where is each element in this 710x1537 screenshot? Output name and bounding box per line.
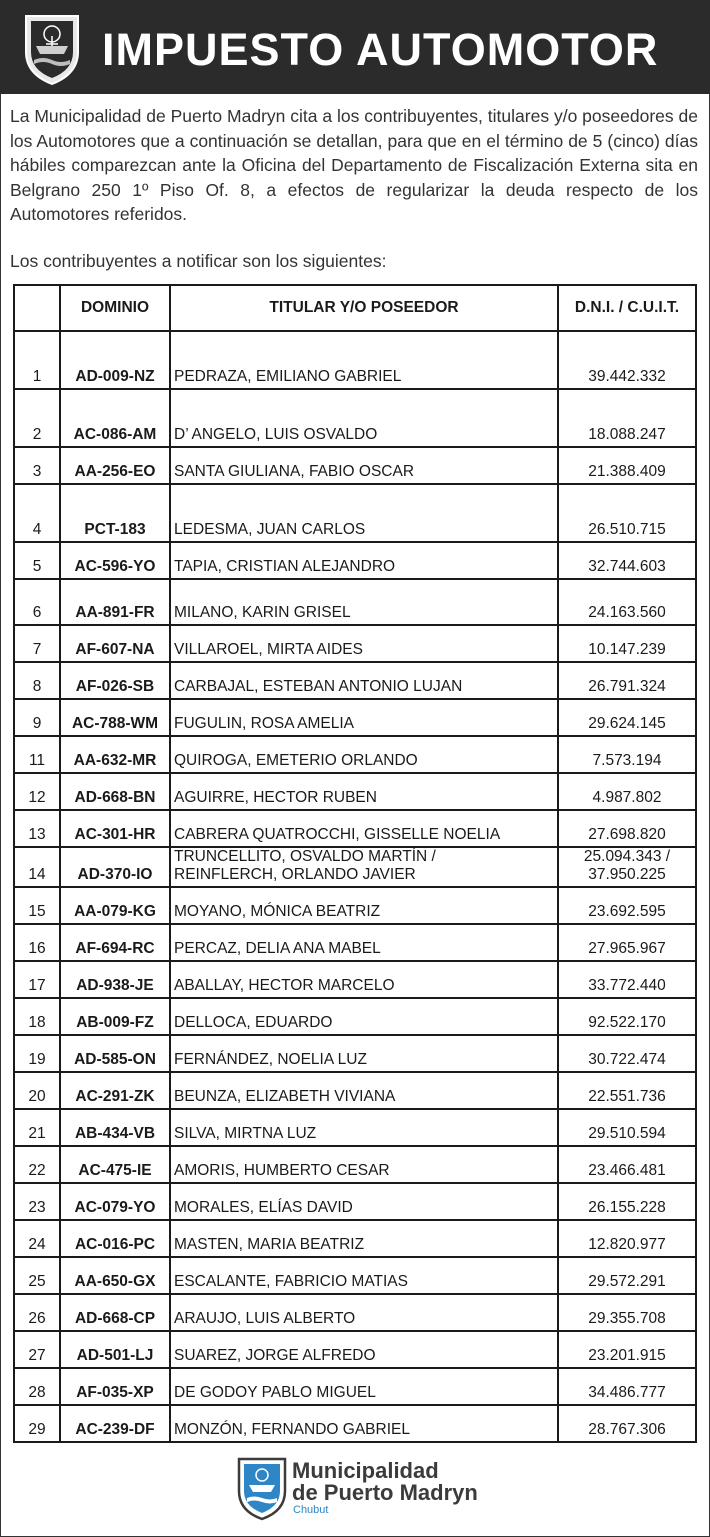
column-header-dni: D.N.I. / C.U.I.T. [558,285,696,331]
table-row [14,1294,696,1331]
intro-text [10,104,698,227]
lead-text: Los contribuyentes a notificar son los siguientes: [10,251,387,271]
row-titular: SUAREZ, JORGE ALFREDO [170,1331,558,1368]
row-dni: 29.572.291 [558,1257,696,1294]
row-dominio: AB-434-VB [60,1109,170,1146]
row-titular: QUIROGA, EMETERIO ORLANDO [170,736,558,773]
row-number: 5 [14,542,60,579]
row-dominio: PCT-183 [60,484,170,542]
row-titular-line-1: TRUNCELLITO, OSVALDO MARTÍN / [174,848,436,865]
header-bar [0,0,710,94]
row-number: 17 [14,961,60,998]
row-number: 29 [14,1405,60,1442]
table-row [14,961,696,998]
row-dominio: AD-009-NZ [60,331,170,389]
row-dominio: AC-475-IE [60,1146,170,1183]
row-titular: AMORIS, HUMBERTO CESAR [170,1146,558,1183]
row-dominio: AD-370-IO [60,847,170,887]
row-number: 1 [14,331,60,389]
row-number: 9 [14,699,60,736]
row-dni: 12.820.977 [558,1220,696,1257]
row-titular: FERNÁNDEZ, NOELIA LUZ [170,1035,558,1072]
municipal-crest-icon [236,1455,288,1521]
row-dominio: AF-607-NA [60,625,170,662]
row-titular: DELLOCA, EDUARDO [170,998,558,1035]
row-number: 11 [14,736,60,773]
row-dominio: AC-016-PC [60,1220,170,1257]
table-row [14,1220,696,1257]
row-dni: 23.692.595 [558,887,696,924]
row-titular: MOYANO, MÓNICA BEATRIZ [170,887,558,924]
table-row [14,699,696,736]
row-titular: ESCALANTE, FABRICIO MATIAS [170,1257,558,1294]
row-titular [170,847,558,887]
row-dominio: AB-009-FZ [60,998,170,1035]
row-dni: 30.722.474 [558,1035,696,1072]
row-titular: MONZÓN, FERNANDO GABRIEL [170,1405,558,1442]
intro-paragraph: La Municipalidad de Puerto Madryn cita a los contribuyentes, titulares y/o poseedores de los Automotores que a continuación se detallan, para que en el término de 5 (cinco) días hábiles comparezcan ante la Oficina del Departamento de Fiscalización Externa sita en Belgrano 250 1º Piso Of. 8, a efectos de regularizar la deuda respecto de los Automotores referidos. [10,106,698,224]
row-titular-line-2: REINFLERCH, ORLANDO JAVIER [174,866,416,883]
row-dni [558,847,696,887]
row-dominio: AD-585-ON [60,1035,170,1072]
row-dni-line-1: 25.094.343 / [583,848,671,865]
table-row [14,810,696,847]
table-row [14,1368,696,1405]
row-titular: BEUNZA, ELIZABETH VIVIANA [170,1072,558,1109]
footer-line-2: de Puerto Madryn [292,1480,478,1505]
table-row [14,542,696,579]
row-dni: 10.147.239 [558,625,696,662]
row-titular: CARBAJAL, ESTEBAN ANTONIO LUJAN [170,662,558,699]
row-number: 8 [14,662,60,699]
table-row [14,331,696,389]
row-dni: 18.088.247 [558,389,696,447]
row-titular: MASTEN, MARIA BEATRIZ [170,1220,558,1257]
row-dni-line-2: 37.950.225 [588,866,666,883]
table-row [14,625,696,662]
row-titular: AGUIRRE, HECTOR RUBEN [170,773,558,810]
table-row [14,1072,696,1109]
row-number: 19 [14,1035,60,1072]
row-titular: CABRERA QUATROCCHI, GISSELLE NOELIA [170,810,558,847]
table-row [14,1183,696,1220]
row-dni: 26.510.715 [558,484,696,542]
row-dominio: AC-086-AM [60,389,170,447]
row-dni: 22.551.736 [558,1072,696,1109]
row-dni: 29.355.708 [558,1294,696,1331]
table-row [14,998,696,1035]
row-titular: D’ ANGELO, LUIS OSVALDO [170,389,558,447]
row-number: 25 [14,1257,60,1294]
table-row [14,924,696,961]
row-number: 24 [14,1220,60,1257]
table-row [14,1109,696,1146]
table-row [14,1257,696,1294]
row-dni: 24.163.560 [558,579,696,625]
table-row [14,389,696,447]
row-dominio: AD-668-BN [60,773,170,810]
row-dominio: AC-291-ZK [60,1072,170,1109]
row-dominio: AA-256-EO [60,447,170,484]
row-dni: 4.987.802 [558,773,696,810]
row-number: 12 [14,773,60,810]
table-row [14,447,696,484]
table-row [14,887,696,924]
table-row [14,1405,696,1442]
row-dominio: AC-788-WM [60,699,170,736]
row-dni: 92.522.170 [558,998,696,1035]
row-number: 21 [14,1109,60,1146]
row-number: 28 [14,1368,60,1405]
row-titular: PERCAZ, DELIA ANA MABEL [170,924,558,961]
footer-line-3: Chubut [293,1504,329,1516]
row-titular: SANTA GIULIANA, FABIO OSCAR [170,447,558,484]
row-dni: 32.744.603 [558,542,696,579]
row-dominio: AF-026-SB [60,662,170,699]
row-dni: 39.442.332 [558,331,696,389]
row-titular: ABALLAY, HECTOR MARCELO [170,961,558,998]
row-dni: 26.155.228 [558,1183,696,1220]
row-dni: 7.573.194 [558,736,696,773]
row-titular: TAPIA, CRISTIAN ALEJANDRO [170,542,558,579]
column-header-titular: TITULAR Y/O POSEEDOR [170,285,558,331]
row-number: 3 [14,447,60,484]
row-titular: MILANO, KARIN GRISEL [170,579,558,625]
row-dominio: AD-501-LJ [60,1331,170,1368]
row-dni: 23.201.915 [558,1331,696,1368]
row-dominio: AA-891-FR [60,579,170,625]
row-dni: 27.965.967 [558,924,696,961]
table-row [14,484,696,542]
taxpayer-table [13,284,697,1443]
row-dominio: AF-694-RC [60,924,170,961]
table-row [14,1146,696,1183]
row-number: 20 [14,1072,60,1109]
table-row [14,773,696,810]
row-number: 18 [14,998,60,1035]
row-dni: 28.767.306 [558,1405,696,1442]
row-number: 22 [14,1146,60,1183]
row-dominio: AA-632-MR [60,736,170,773]
row-dni: 33.772.440 [558,961,696,998]
row-dominio: AD-668-CP [60,1294,170,1331]
row-titular: MORALES, ELÍAS DAVID [170,1183,558,1220]
row-number: 4 [14,484,60,542]
table-row [14,662,696,699]
row-number: 26 [14,1294,60,1331]
row-dni: 27.698.820 [558,810,696,847]
row-titular: FUGULIN, ROSA AMELIA [170,699,558,736]
row-titular: VILLAROEL, MIRTA AIDES [170,625,558,662]
row-dni: 29.624.145 [558,699,696,736]
row-number: 15 [14,887,60,924]
row-dni: 34.486.777 [558,1368,696,1405]
row-titular: LEDESMA, JUAN CARLOS [170,484,558,542]
row-number: 6 [14,579,60,625]
row-dni: 29.510.594 [558,1109,696,1146]
row-titular: SILVA, MIRTNA LUZ [170,1109,558,1146]
row-number: 13 [14,810,60,847]
row-titular: DE GODOY PABLO MIGUEL [170,1368,558,1405]
row-dominio: AD-938-JE [60,961,170,998]
footer-logo [236,1455,496,1523]
row-number: 27 [14,1331,60,1368]
row-dominio: AA-079-KG [60,887,170,924]
table-header-row [14,285,696,331]
table-row [14,847,696,887]
page-title: IMPUESTO AUTOMOTOR [102,24,659,75]
row-dominio: AC-301-HR [60,810,170,847]
row-number: 2 [14,389,60,447]
row-dominio: AA-650-GX [60,1257,170,1294]
municipal-crest-icon [22,10,82,86]
row-dominio: AC-596-YO [60,542,170,579]
row-dni: 21.388.409 [558,447,696,484]
row-number: 14 [14,847,60,887]
footer-line-1: Municipalidad [292,1458,439,1483]
table-row [14,1331,696,1368]
row-dominio: AC-079-YO [60,1183,170,1220]
table-row [14,579,696,625]
table-row [14,736,696,773]
table-row [14,1035,696,1072]
row-dominio: AC-239-DF [60,1405,170,1442]
row-number: 23 [14,1183,60,1220]
row-dni: 23.466.481 [558,1146,696,1183]
row-number: 16 [14,924,60,961]
row-dni: 26.791.324 [558,662,696,699]
column-header-dominio: DOMINIO [60,285,170,331]
column-header-number [14,285,60,331]
row-titular: PEDRAZA, EMILIANO GABRIEL [170,331,558,389]
row-dominio: AF-035-XP [60,1368,170,1405]
row-titular: ARAUJO, LUIS ALBERTO [170,1294,558,1331]
row-number: 7 [14,625,60,662]
